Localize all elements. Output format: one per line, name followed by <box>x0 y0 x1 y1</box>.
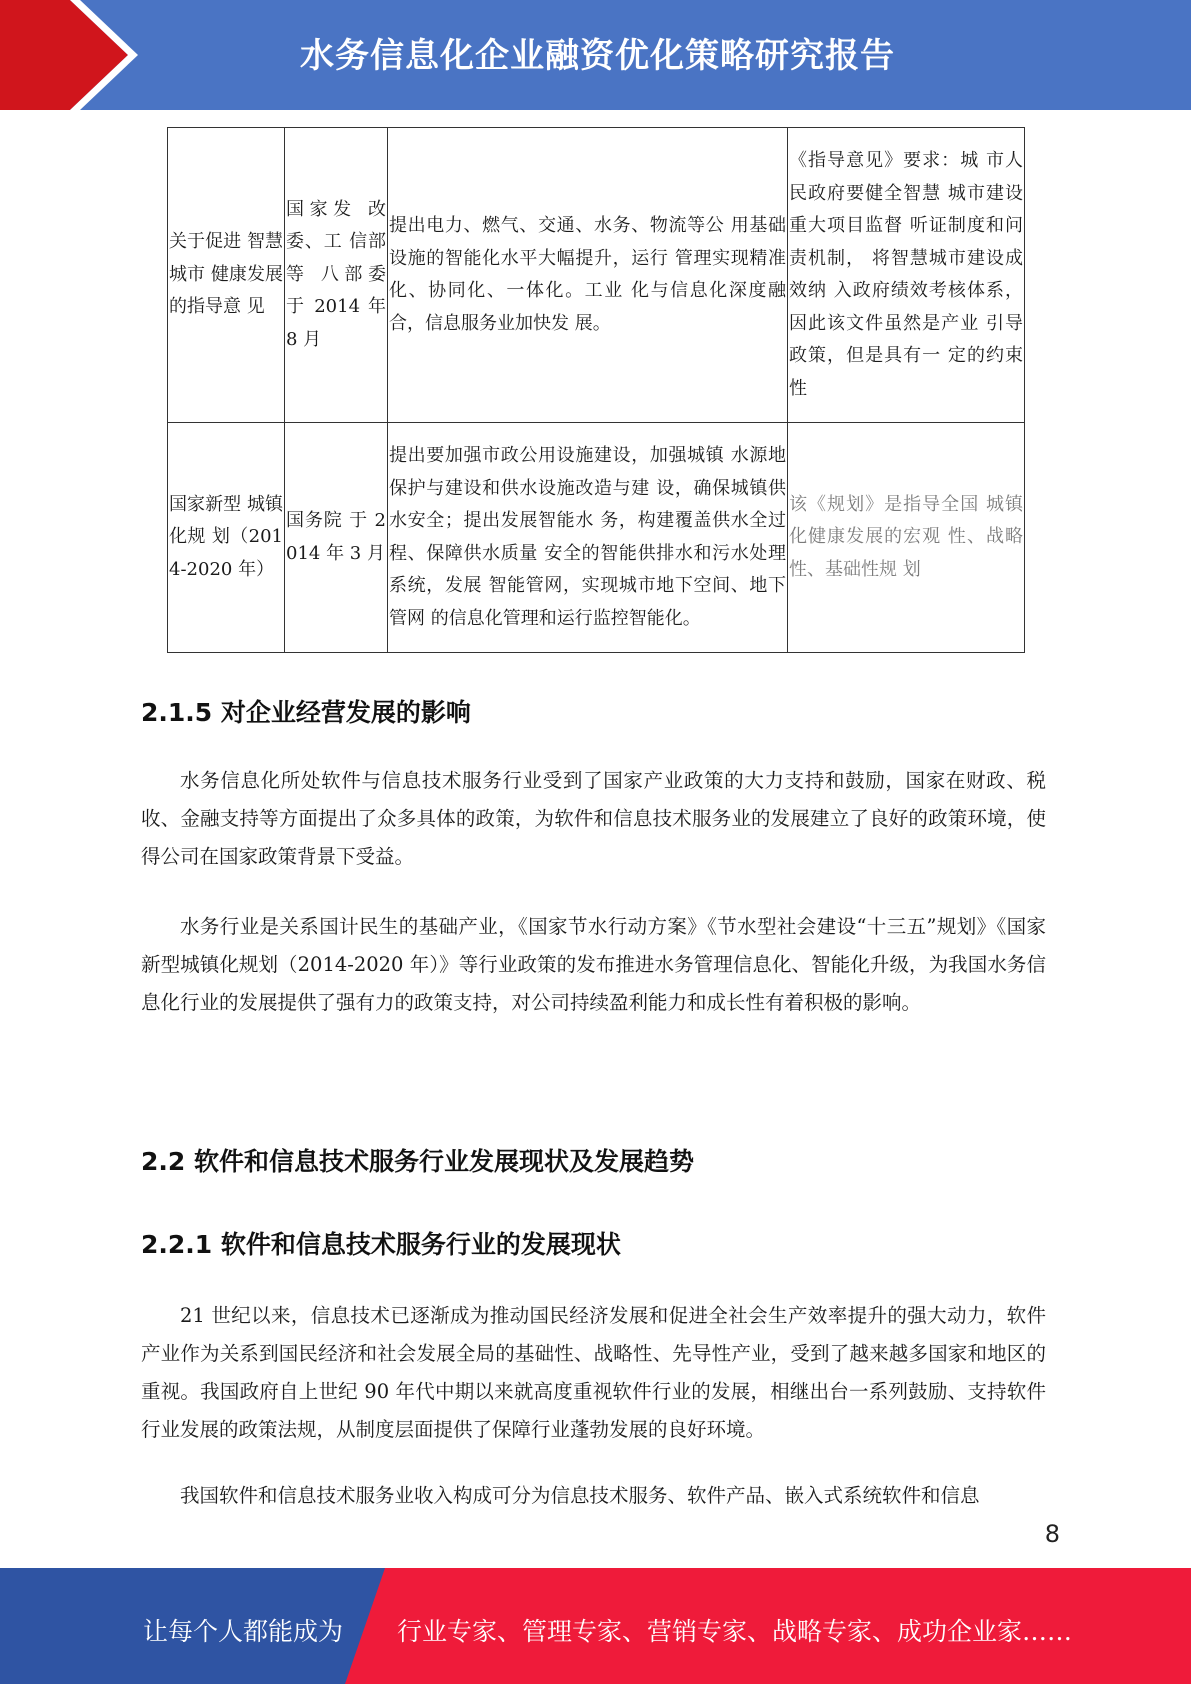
footer-slogan-right: 行业专家、管理专家、营销专家、战略专家、成功企业家…… <box>397 1617 1073 1646</box>
table-row <box>168 423 1025 653</box>
paragraph: 水务信息化所处软件与信息技术服务行业受到了国家产业政策的大力支持和鼓励，国家在财政、税收、金融支持等方面提出了众多具体的政策，为软件和信息技术服务业的发展建立了良好的政策环境，使得公司在国家政策背景下受益。 <box>141 769 1046 868</box>
paragraph: 21 世纪以来，信息技术已逐渐成为推动国民经济发展和促进全社会生产效率提升的强大动力，软件产业作为关系到国民经济和社会发展全局的基础性、战略性、先导性产业，受到了越来越多国家和地区的重视。我国政府自上世纪 90 年代中期以来就高度重视软件行业的发展，相继出台一系列鼓励、支持软件行业发展的政策法规，从制度层面提供了保障行业蓬勃发展的良好环境。 <box>141 1304 1046 1441</box>
header-red-chevron <box>0 0 150 110</box>
section-heading-2-2: 2.2 软件和信息技术服务行业发展现状及发展趋势 <box>141 1147 694 1176</box>
policy-table <box>167 127 1025 653</box>
policy-content-cell: 提出要加强市政公用设施建设，加强城镇 水源地保护与建设和供水设施改造与建 设，确保城镇供水安全；提出发展智能水 务，构建覆盖供水全过程、保障供水质量 安全的智能供排水和污水处理系统，发展 智能管网，实现城市地下空间、地下管网 的信息化管理和运行监控智能化。 <box>388 423 788 653</box>
footer-slogan-left: 让每个人都能成为 <box>143 1617 344 1646</box>
page-footer <box>0 1568 1191 1684</box>
section-heading-2-1-5: 2.1.5 对企业经营发展的影响 <box>141 698 471 727</box>
policy-note-cell: 《指导意见》要求：城 市人民政府要健全智慧 城市建设重大项目监督 听证制度和问责机制， 将智慧城市建设成效纳 入政府绩效考核体系， 因此该文件虽然是产业 引导政策，但是具有一 定的约束性 <box>788 128 1025 423</box>
page-number: 8 <box>1044 1520 1060 1548</box>
policy-name-cell: 关于促进 智慧城市 健康发展 的指导意 见 <box>168 128 285 423</box>
paragraph: 我国软件和信息技术服务业收入构成可分为信息技术服务、软件产品、嵌入式系统软件和信息 <box>180 1484 980 1507</box>
report-title: 水务信息化企业融资优化策略研究报告 <box>300 36 895 76</box>
table-row <box>168 128 1025 423</box>
policy-name-cell: 国家新型 城镇化规 划（2014-2020 年） <box>168 423 285 653</box>
page-header <box>0 0 1191 110</box>
policy-issuer-cell: 国务院 于 2014 年 3 月 <box>285 423 388 653</box>
policy-content-cell: 提出电力、燃气、交通、水务、物流等公 用基础设施的智能化水平大幅提升，运行 管理实现精准化、协同化、一体化。工业 化与信息化深度融合，信息服务业加快发 展。 <box>388 128 788 423</box>
section-heading-2-2-1: 2.2.1 软件和信息技术服务行业的发展现状 <box>141 1230 621 1259</box>
policy-issuer-cell: 国家发 改委、工 信部等 八部委 于 2014 年 8 月 <box>285 128 388 423</box>
paragraph: 水务行业是关系国计民生的基础产业，《国家节水行动方案》《节水型社会建设“十三五”规划》《国家新型城镇化规划（2014-2020 年）》等行业政策的发布推进水务管理信息化、智能化升级，为我国水务信息化行业的发展提供了强有力的政策支持，对公司持续盈利能力和成长性有着积极的影响。 <box>141 915 1046 1014</box>
policy-note-cell: 该《规划》是指导全国 城镇化健康发展的宏观 性、战略性、基础性规 划 <box>788 423 1025 653</box>
